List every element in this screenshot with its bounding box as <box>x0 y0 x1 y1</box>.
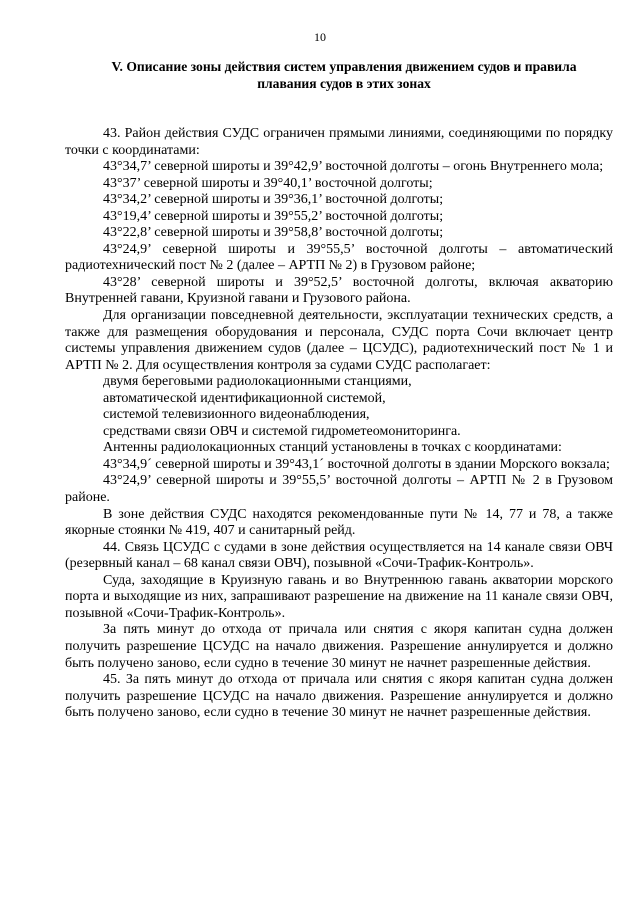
equipment-list-item: двумя береговыми радиолокационными станциями, <box>103 374 412 390</box>
antenna-coordinate-item: 43°24,9’ северной широты и 39°55,5’ восточной долготы – АРТП № 2 в Грузовом районе. <box>65 473 613 506</box>
equipment-list-item: средствами связи ОВЧ и системой гидрометеомониторинга. <box>103 423 461 439</box>
coordinate-item: 43°19,4’ северной широты и 39°55,2’ восточной долготы; <box>103 208 444 224</box>
paragraph-routes: В зоне действия СУДС находятся рекомендованные пути № 14, 77 и 78, а также якорные стоянки № 419, 407 и санитарный рейд. <box>65 506 613 539</box>
document-body <box>65 126 613 722</box>
coordinate-item: 43°34,7’ северной широты и 39°42,9’ восточной долготы – огонь Внутреннего мола; <box>103 159 604 175</box>
equipment-list-item: системой телевизионного видеонаблюдения, <box>103 407 370 423</box>
paragraph-organization: Для организации повседневной деятельности, эксплуатации технических средств, а также для размещения оборудования и персонала, СУДС порта Сочи включает центр системы управления движением судов (далее – ЦСУДС), радиотехнический пост № 1 и АРТП № 2. Для осуществления контроля за судами СУДС располагает: <box>65 308 613 373</box>
paragraph-departure-permission: За пять минут до отхода от причала или снятия с якоря капитан судна должен получить разрешение ЦСУДС на начало движения. Разрешение аннулируется и должно быть получено заново, если судно в течение 30 минут не начнет разрешенные действия. <box>65 622 613 671</box>
coordinate-item: 43°34,2’ северной широты и 39°36,1’ восточной долготы; <box>103 192 444 208</box>
coordinate-item: 43°22,8’ северной широты и 39°58,8’ восточной долготы; <box>103 225 444 241</box>
paragraph-harbor-entry: Суда, заходящие в Круизную гавань и во Внутреннюю гавань акватории морского порта и выходящие из них, запрашивают разрешение на движение на 11 канале связи ОВЧ, позывной «Сочи-Трафик-Контроль». <box>65 572 613 621</box>
coordinate-item: 43°24,9’ северной широты и 39°55,5’ восточной долготы – автоматический радиотехнический пост № 2 (далее – АРТП № 2) в Грузовом районе; <box>65 241 613 274</box>
coordinate-item: 43°28’ северной широты и 39°52,5’ восточной долготы, включая акваторию Внутренней гавани, Круизной гавани и Грузового района. <box>65 274 613 307</box>
section-heading-line-2: плавания судов в этих зонах <box>257 76 431 91</box>
section-heading <box>70 58 618 92</box>
paragraph-antennas: Антенны радиолокационных станций установлены в точках с координатами: <box>103 440 562 456</box>
page-number: 10 <box>314 30 326 44</box>
equipment-list-item: автоматической идентификационной системой, <box>103 390 386 406</box>
paragraph-44: 44. Связь ЦСУДС с судами в зоне действия осуществляется на 14 канале связи ОВЧ (резервный канал – 68 канал связи ОВЧ), позывной «Сочи-Трафик-Контроль». <box>65 539 613 572</box>
paragraph-43-intro: 43. Район действия СУДС ограничен прямыми линиями, соединяющими по порядку точки с координатами: <box>65 126 613 158</box>
coordinate-item: 43°37’ северной широты и 39°40,1’ восточной долготы; <box>103 175 433 191</box>
section-heading-line-1: V. Описание зоны действия систем управления движением судов и правила <box>111 59 577 74</box>
antenna-coordinate-item: 43°34,9´ северной широты и 39°43,1´ восточной долготы в здании Морского вокзала; <box>103 456 610 472</box>
paragraph-45: 45. За пять минут до отхода от причала или снятия с якоря капитан судна должен получить разрешение ЦСУДС на начало движения. Разрешение аннулируется и должно быть получено заново, если судно в течение 30 минут не начнет разрешенные действия. <box>65 672 613 721</box>
